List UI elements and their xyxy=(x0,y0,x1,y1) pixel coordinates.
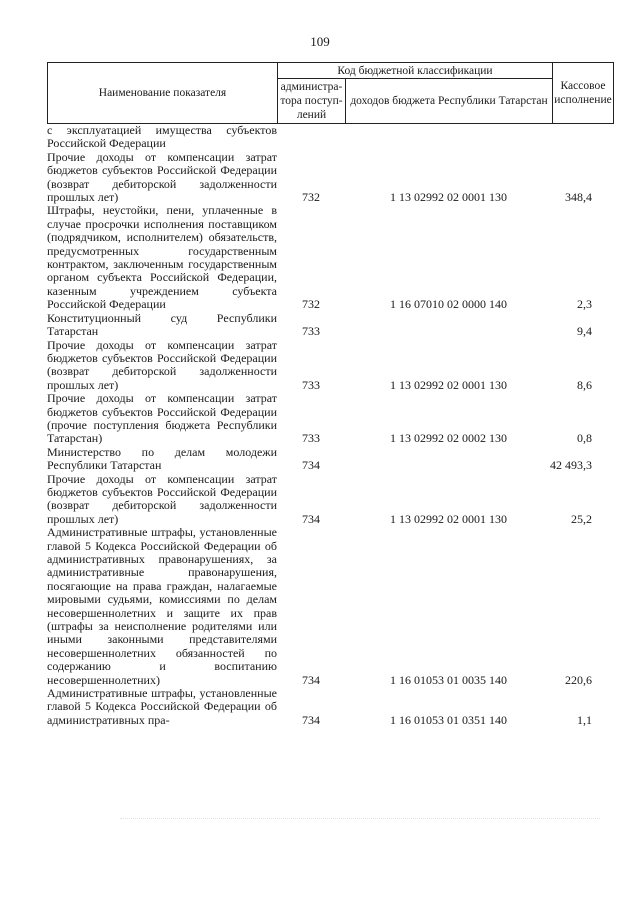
row-amount: 1,1 xyxy=(577,712,592,727)
row-admin: 733 xyxy=(302,324,320,339)
row-admin: 733 xyxy=(302,377,320,392)
row-name: Штрафы, неустойки, пени, уплаченные в случае просрочки исполнения поставщиком (подрядчиком, исполнителем) обязательств, предусмотренных государственным контрактом, заключенным государственным органом субъекта Российской Федерации, казенным учреждением субъекта Российской Федерации xyxy=(47,203,277,312)
row-name: Прочие доходы от компенсации затрат бюджетов субъектов Российской Федерации (возврат дебиторской задолженности прошлых лет) xyxy=(47,337,277,392)
header-code-group: Код бюджетной классификации xyxy=(278,63,553,79)
table-row xyxy=(0,339,640,393)
row-amount: 42 493,3 xyxy=(550,458,592,473)
header-indicator-name: Наименование показателя xyxy=(48,63,278,123)
table-row xyxy=(0,312,640,339)
row-admin: 732 xyxy=(302,297,320,312)
table-row xyxy=(0,473,640,527)
row-amount: 8,6 xyxy=(577,377,592,392)
header-execution: Кассовое исполнение xyxy=(554,80,612,106)
row-code: 1 13 02992 02 0001 130 xyxy=(390,190,507,205)
header-income: доходов бюджета Республики Татарстан xyxy=(346,79,553,123)
table-row xyxy=(0,204,640,311)
row-amount: 2,3 xyxy=(577,297,592,312)
row-admin: 734 xyxy=(302,672,320,687)
row-name: Прочие доходы от компенсации затрат бюджетов субъектов Российской Федерации (прочие поступления бюджета Республики Татарстан) xyxy=(47,391,277,446)
table-row xyxy=(0,526,640,687)
row-name: с эксплуатацией имущества субъектов Российской Федерации xyxy=(47,123,277,151)
row-name: Административные штрафы, установленные главой 5 Кодекса Российской Федерации об административных пра- xyxy=(47,686,277,727)
row-amount: 220,6 xyxy=(565,672,592,687)
page-number: 109 xyxy=(310,34,330,49)
row-name: Министерство по делам молодежи Республики Татарстан xyxy=(47,444,277,473)
table-header xyxy=(47,62,614,124)
header-admin: администра-тора поступ-лений xyxy=(278,79,346,123)
row-name: Прочие доходы от компенсации затрат бюджетов субъектов Российской Федерации (возврат дебиторской задолженности прошлых лет) xyxy=(47,471,277,526)
row-code: 1 13 02992 02 0002 130 xyxy=(390,431,507,446)
table-row xyxy=(0,151,640,205)
row-name: Прочие доходы от компенсации затрат бюджетов субъектов Российской Федерации (возврат дебиторской задолженности прошлых лет) xyxy=(47,149,277,205)
row-amount: 9,4 xyxy=(577,324,592,339)
row-code: 1 13 02992 02 0001 130 xyxy=(390,511,507,526)
row-code: 1 16 07010 02 0000 140 xyxy=(390,297,507,312)
row-name: Конституционный суд Республики Татарстан xyxy=(47,310,277,339)
table-row xyxy=(0,687,640,727)
row-code: 1 16 01053 01 0351 140 xyxy=(390,712,507,727)
row-admin: 733 xyxy=(302,431,320,446)
table-row xyxy=(0,446,640,473)
row-code: 1 16 01053 01 0035 140 xyxy=(390,672,507,687)
scan-artifact-line xyxy=(120,818,600,820)
row-code: 1 13 02992 02 0001 130 xyxy=(390,377,507,392)
row-name: Административные штрафы, установленные главой 5 Кодекса Российской Федерации об административных правонарушениях, за административные правонарушения, посягающие на права граждан, налагаемые мировыми судьями, комиссиями по делам несовершеннолетних и защите их прав (штрафы за неисполнение родителями или иными законными представителями несовершеннолетних обязанностей по содержанию и воспитанию несовершеннолетних) xyxy=(47,525,277,687)
row-admin: 734 xyxy=(302,511,320,526)
table-body xyxy=(0,124,640,727)
row-amount: 25,2 xyxy=(571,511,592,526)
row-amount: 348,4 xyxy=(565,190,592,205)
row-admin: 732 xyxy=(302,190,320,205)
table-row xyxy=(0,392,640,446)
row-admin: 734 xyxy=(302,712,320,727)
table-row xyxy=(0,124,640,151)
row-admin: 734 xyxy=(302,458,320,473)
row-amount: 0,8 xyxy=(577,431,592,446)
